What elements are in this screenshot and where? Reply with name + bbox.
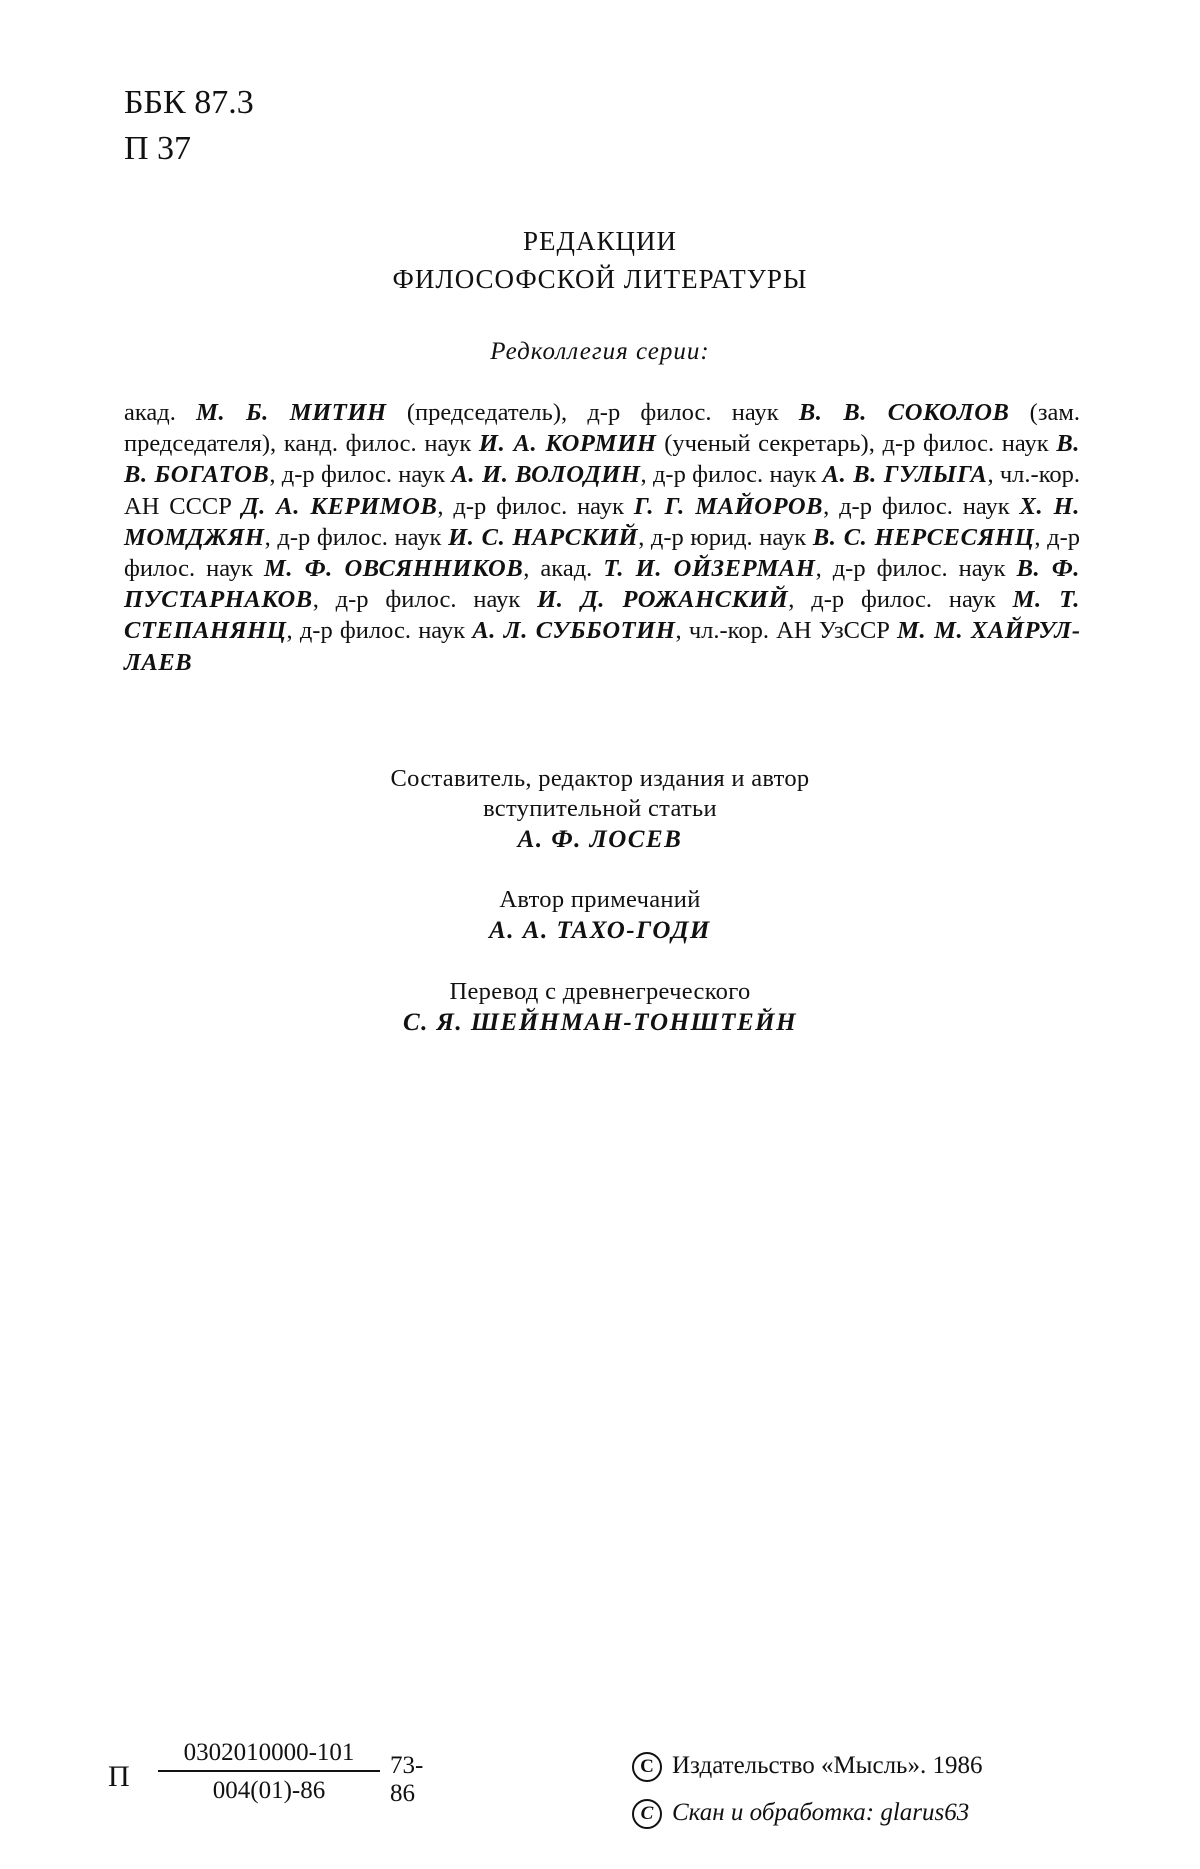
scan-copyright-text: Скан и обработка: glarus63: [672, 1799, 970, 1826]
board-member-name: Х. Н. МОМДЖЯН: [124, 492, 1081, 551]
board-member-title: , д-р филос. наук: [437, 492, 634, 520]
index-numerator: 0302010000-101: [183, 1739, 355, 1766]
board-member-title: , д-р филос. наук: [124, 523, 1080, 583]
classification-codes: [124, 80, 254, 172]
index-denominator: 004(01)-86: [212, 1777, 326, 1804]
editorial-heading-line2: ФИЛОСОФСКОЙ ЛИТЕРАТУРЫ: [392, 264, 808, 294]
translation-role: Перевод с древнегреческого: [449, 978, 751, 1005]
board-member-name: В. С. НЕРСЕСЯНЦ: [812, 523, 1035, 551]
board-member-name: Т. И. ОЙЗЕРМАН: [603, 555, 816, 583]
board-member-name: В. В. БОГАТОВ: [124, 430, 1081, 489]
notes-author-name: А. А. ТАХО-ГОДИ: [489, 917, 711, 944]
compiler-credit: [0, 764, 1200, 856]
compiler-name: А. Ф. ЛОСЕВ: [517, 826, 683, 853]
publisher-copyright: [632, 1752, 982, 1782]
board-member-name: Д. А. КЕРИМОВ: [241, 492, 438, 520]
board-member-name: М. Ф. ОВСЯННИКОВ: [264, 555, 524, 583]
board-member-name: А. В. ГУЛЫГА: [822, 461, 988, 489]
board-member-title: , д-р филос. наук: [312, 586, 538, 614]
board-member-title: (зам. председателя), канд. филос. наук: [124, 399, 1080, 458]
copyright-icon: С: [632, 1752, 662, 1782]
board-member-name: В. Ф. ПУСТАРНАКОВ: [124, 555, 1081, 614]
copyright-icon: С: [632, 1799, 662, 1829]
board-member-title: , д-р филос. наук: [788, 586, 1013, 614]
board-member-title: , д-р филос. наук: [640, 461, 823, 489]
bbk-code: ББК 87.3: [124, 84, 254, 121]
board-member-title: , д-р филос. наук: [286, 617, 473, 645]
board-member-name: И. С. НАРСКИЙ: [448, 523, 639, 551]
board-member-name: Г. Г. МАЙОРОВ: [633, 492, 824, 520]
compiler-role-line2: вступительной статьи: [483, 795, 717, 822]
translation-credit: [0, 977, 1200, 1039]
notes-role: Автор примечаний: [499, 886, 701, 913]
board-member-title: , д-р филос. наук: [815, 555, 1017, 583]
board-member-title: (ученый секретарь), д-р филос. наук: [656, 430, 1057, 458]
board-member-name: В. В. СОКОЛОВ: [798, 399, 1010, 426]
board-member-title: , д-р филос. наук: [823, 492, 1020, 520]
board-member-title: акад.: [124, 399, 197, 426]
author-mark: П 37: [124, 130, 192, 167]
board-member-title: , акад.: [523, 555, 604, 583]
board-member-title: , д-р филос. наук: [264, 523, 449, 551]
scan-copyright: [632, 1799, 969, 1829]
board-member-title: , чл.-кор. АН УзССР: [675, 617, 898, 645]
board-member-name: И. Д. РОЖАНСКИЙ: [537, 586, 789, 614]
board-member-name: М. Т. СТЕПАНЯНЦ: [124, 586, 1080, 645]
board-member-title: , д-р филос. наук: [269, 461, 452, 489]
publisher-copyright-text: Издательство «Мысль». 1986: [672, 1752, 983, 1779]
index-fraction: [158, 1738, 380, 1806]
notes-credit: [0, 885, 1200, 947]
board-member-title: (председатель), д-р филос. наук: [386, 399, 799, 426]
board-member-name: М. М. ХАЙРУЛЛАЕВ: [124, 617, 1081, 676]
board-member-title: , чл.-кор. АН СССР: [124, 461, 1080, 520]
editorial-board-list: [124, 397, 1080, 678]
board-member-name: М. Б. МИТИН: [196, 399, 387, 426]
board-member-name: А. Л. СУББОТИН: [472, 617, 676, 645]
index-letter: П: [108, 1760, 130, 1793]
editorial-heading: [0, 222, 1200, 298]
compiler-role-line1: Составитель, редактор издания и автор: [390, 765, 810, 792]
index-suffix: 73-86: [390, 1752, 424, 1807]
fraction-line: [158, 1770, 380, 1772]
board-member-title: , д-р юрид. наук: [638, 523, 813, 551]
editorial-heading-line1: РЕДАКЦИИ: [523, 226, 677, 256]
translator-name: С. Я. ШЕЙНМАН-ТОНШТЕЙН: [402, 1009, 798, 1036]
board-member-name: А. И. ВОЛОДИН: [451, 461, 641, 489]
board-title: Редколлегия серии:: [490, 338, 710, 365]
board-member-name: И. А. КОРМИН: [478, 430, 657, 458]
